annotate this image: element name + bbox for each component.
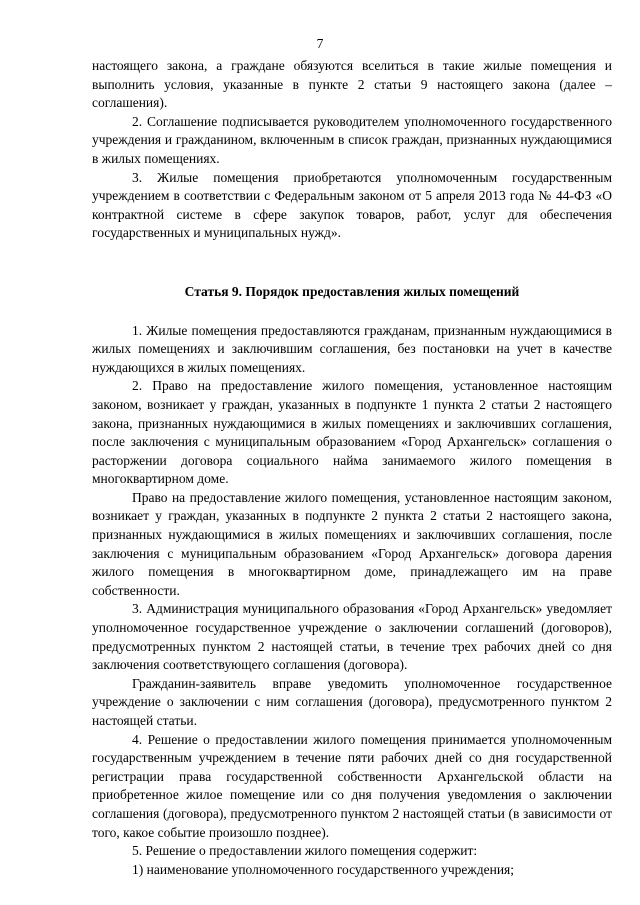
article-paragraph-1: 1. Жилые помещения предоставляются гражданам, признанным нуждающимися в жилых помещениях и заключившим соглашения, без постановки на учет в качестве нуждающихся в жилых помещениях. (92, 322, 612, 375)
paragraph-continuation: настоящего закона, а граждане обязуются вселиться в такие жилые помещения и выполнить условия, указанные в пункте 2 статьи 9 настоящего закона (далее – соглашения). (92, 58, 612, 111)
page-number: 7 (316, 36, 324, 51)
article-paragraph-4: 4. Решение о предоставлении жилого помещения принимается уполномоченным государственным учреждением в течение пяти рабочих дней со дня государственной регистрации права государственной собственности Архангельской области на приобретенное жилое помещение или со дня получения уведомления о заключении соглашения (договора), предусмотренного пунктом 2 настоящей статьи (в зависимости от того, какое событие произошло позднее). (92, 731, 612, 840)
article-paragraph-3b: Гражданин-заявитель вправе уведомить уполномоченное государственное учреждение о заключении с ним соглашения (договора), предусмотренного пунктом 2 настоящей статьи. (92, 675, 612, 728)
article-heading: Статья 9. Порядок предоставления жилых помещений (184, 283, 520, 299)
article-paragraph-2b: Право на предоставление жилого помещения, установленное настоящим законом, возникает у граждан, указанных в подпункте 2 пункта 2 статьи 2 настоящего закона, признанных нуждающимися в жилых помещениях и заключивших соглашения, после заключения с муниципальным образованием «Город Архангельск» договора дарения жилого помещения в многоквартирном доме, принадлежащего им на праве собственности. (92, 489, 612, 598)
paragraph-item-3: 3. Жилые помещения приобретаются уполномоченным государственным учреждением в соответствии с Федеральным законом от 5 апреля 2013 года № 44-ФЗ «О контрактной системе в сфере закупок товаров, работ, услуг для обеспечения государственных и муниципальных нужд». (92, 169, 612, 241)
article-subitem-1: 1) наименование уполномоченного государственного учреждения; (132, 861, 515, 877)
paragraph-item-2: 2. Соглашение подписывается руководителем уполномоченного государственного учреждения и гражданином, включенным в список граждан, признанных нуждающимися в жилых помещениях. (92, 113, 612, 166)
document-body (92, 57, 612, 879)
article-paragraph-2: 2. Право на предоставление жилого помещения, установленное настоящим законом, возникает у граждан, указанных в подпункте 1 пункта 2 статьи 2 настоящего закона, признанных нуждающимися в жилых помещениях и заключивших соглашения, после заключения с муниципальным образованием «Город Архангельск» соглашения о расторжении договора социального найма занимаемого жилого помещения в многоквартирном доме. (92, 378, 612, 487)
article-paragraph-3: 3. Администрация муниципального образования «Город Архангельск» уведомляет уполномоченное государственное учреждение о заключении соглашений (договоров), предусмотренных пунктом 2 настоящей статьи, в течение трех рабочих дней со дня заключения соответствующего соглашения (договора). (92, 601, 612, 673)
article-paragraph-5: 5. Решение о предоставлении жилого помещения содержит: (132, 843, 478, 859)
